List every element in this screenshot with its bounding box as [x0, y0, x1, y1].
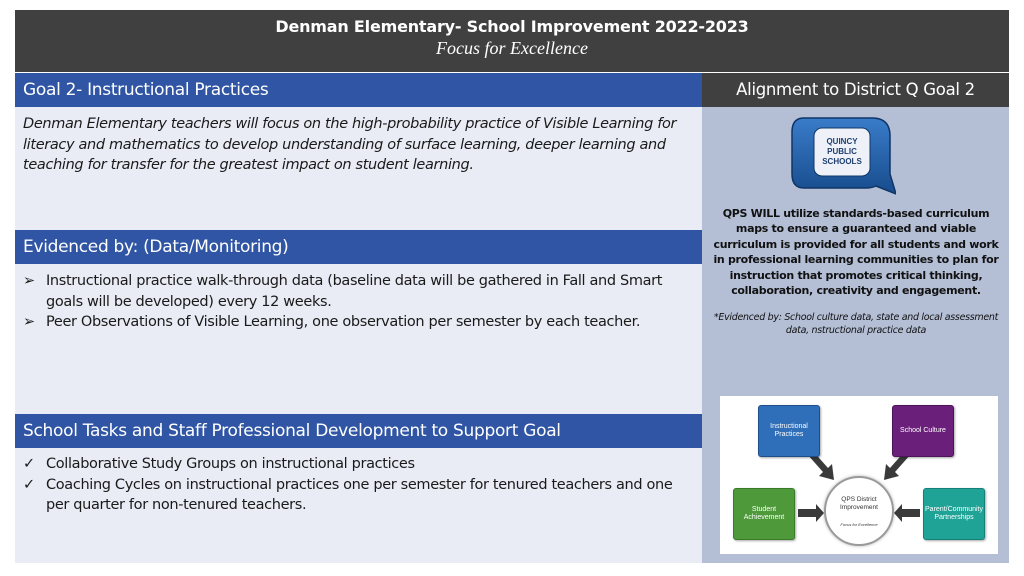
- arrow-bullet-icon: ➢: [23, 273, 35, 289]
- checkmark-icon: ✓: [23, 476, 35, 493]
- task-item-text: Coaching Cycles on instructional practices one per semester for tenured teachers and one per quarter for non-tenured teachers.: [46, 476, 673, 513]
- list-item: [23, 271, 695, 312]
- evidence-item-text: Instructional practice walk-through data (baseline data will be gathered in Fall and Smart goals will be developed) every 12 weeks.: [46, 273, 663, 310]
- logo-line: PUBLIC: [827, 147, 857, 156]
- instructional-practices-box: Instructional Practices: [758, 405, 820, 457]
- evidence-item-text: Peer Observations of Visible Learning, one observation per semester by each teacher.: [46, 314, 641, 330]
- checkmark-icon: ✓: [23, 456, 35, 472]
- arrow-bullet-icon: ➢: [23, 314, 35, 330]
- district-improvement-circle: [824, 476, 894, 546]
- center-title: QPS District Improvement: [840, 496, 878, 511]
- list-item: [23, 454, 695, 475]
- page-title: Denman Elementary- School Improvement 2022-2023: [275, 17, 749, 36]
- qps-evidence-note: *Evidenced by: School culture data, state and local assessment data, nstructional practice data: [713, 312, 999, 336]
- task-item-text: Collaborative Study Groups on instructional practices: [46, 456, 415, 472]
- evidence-heading: Evidenced by: (Data/Monitoring): [15, 230, 702, 264]
- evidence-list: [23, 271, 695, 333]
- center-subtitle: Focus for Excellence: [840, 522, 878, 527]
- alignment-heading: Alignment to District Q Goal 2: [702, 73, 1009, 107]
- qps-statement: QPS WILL utilize standards-based curriculum maps to ensure a guaranteed and viable curriculum is provided for all students and work in professional learning communities to plan for instruction that promotes critical thinking, collaboration, creativity and engagement.: [713, 207, 999, 298]
- arrow-icon: [894, 504, 920, 522]
- parent-community-box: Parent/Community Partnerships: [923, 488, 985, 540]
- student-achievement-box: Student Achievement: [733, 488, 795, 540]
- logo-line: QUINCY: [826, 137, 858, 146]
- list-item: [23, 475, 695, 516]
- slide-header: [15, 10, 1009, 72]
- qps-q-logo: [790, 114, 896, 198]
- school-culture-box: School Culture: [892, 405, 954, 457]
- tasks-list: [23, 454, 695, 516]
- page-subtitle: Focus for Excellence: [436, 38, 588, 58]
- tasks-heading: School Tasks and Staff Professional Development to Support Goal: [15, 414, 702, 448]
- logo-line: SCHOOLS: [822, 157, 862, 166]
- list-item: [23, 312, 695, 333]
- goal-heading: Goal 2- Instructional Practices: [15, 73, 702, 107]
- improvement-diagram: [720, 396, 998, 554]
- arrow-icon: [798, 504, 824, 522]
- goal-text: Denman Elementary teachers will focus on the high-probability practice of Visible Learning for literacy and mathematics to develop understanding of surface learning, deeper learning and teaching for transfer for the greatest impact on student learning.: [23, 116, 677, 173]
